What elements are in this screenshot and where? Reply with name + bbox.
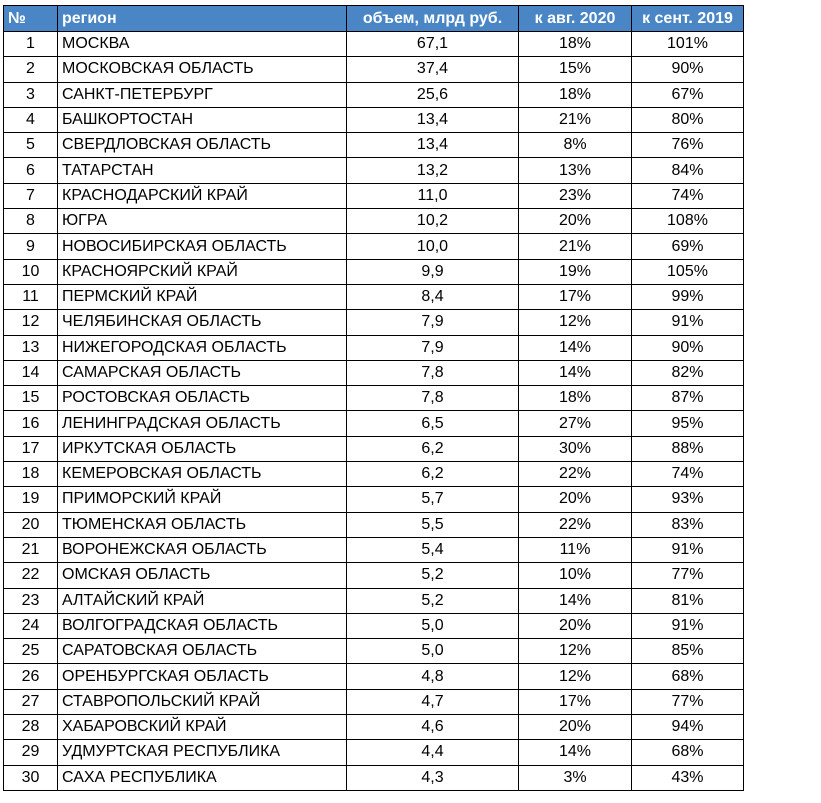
region-name-cell: САНКТ-ПЕТЕРБУРГ — [58, 82, 347, 107]
vs-aug-2020-cell: 8% — [519, 133, 632, 158]
region-name-cell: СТАВРОПОЛЬСКИЙ КРАЙ — [58, 689, 347, 714]
region-name-cell: ПЕРМСКИЙ КРАЙ — [58, 284, 347, 309]
table-row — [4, 639, 744, 664]
row-number-cell: 8 — [4, 209, 58, 234]
vs-sep-2019-cell: 67% — [632, 82, 744, 107]
region-name-cell: САХА РЕСПУБЛИКА — [58, 765, 347, 790]
row-number-cell: 6 — [4, 158, 58, 183]
vs-sep-2019-cell: 82% — [632, 360, 744, 385]
region-name-cell: ВОРОНЕЖСКАЯ ОБЛАСТЬ — [58, 537, 347, 562]
table-header — [4, 6, 744, 32]
vs-aug-2020-cell: 11% — [519, 537, 632, 562]
header-region: регион — [58, 6, 347, 32]
row-number-cell: 28 — [4, 715, 58, 740]
row-number-cell: 5 — [4, 133, 58, 158]
table-row — [4, 765, 744, 790]
vs-aug-2020-cell: 15% — [519, 57, 632, 82]
table-body — [4, 32, 744, 791]
region-name-cell: РОСТОВСКАЯ ОБЛАСТЬ — [58, 386, 347, 411]
volume-cell: 67,1 — [347, 32, 519, 57]
vs-aug-2020-cell: 18% — [519, 32, 632, 57]
table-row — [4, 183, 744, 208]
volume-cell: 9,9 — [347, 259, 519, 284]
table-row — [4, 411, 744, 436]
volume-cell: 5,0 — [347, 613, 519, 638]
vs-aug-2020-cell: 12% — [519, 310, 632, 335]
table-row — [4, 537, 744, 562]
table-row — [4, 259, 744, 284]
vs-aug-2020-cell: 27% — [519, 411, 632, 436]
vs-sep-2019-cell: 94% — [632, 715, 744, 740]
row-number-cell: 23 — [4, 588, 58, 613]
vs-aug-2020-cell: 3% — [519, 765, 632, 790]
vs-aug-2020-cell: 12% — [519, 664, 632, 689]
vs-sep-2019-cell: 90% — [632, 335, 744, 360]
volume-cell: 6,2 — [347, 436, 519, 461]
region-name-cell: КРАСНОЯРСКИЙ КРАЙ — [58, 259, 347, 284]
region-name-cell: СВЕРДЛОВСКАЯ ОБЛАСТЬ — [58, 133, 347, 158]
table-row — [4, 310, 744, 335]
region-name-cell: ОМСКАЯ ОБЛАСТЬ — [58, 563, 347, 588]
header-row — [4, 6, 744, 32]
vs-sep-2019-cell: 74% — [632, 183, 744, 208]
table-row — [4, 209, 744, 234]
header-vs-aug-2020: к авг. 2020 — [519, 6, 632, 32]
row-number-cell: 16 — [4, 411, 58, 436]
table-row — [4, 487, 744, 512]
region-name-cell: ПРИМОРСКИЙ КРАЙ — [58, 487, 347, 512]
vs-sep-2019-cell: 68% — [632, 740, 744, 765]
volume-cell: 4,7 — [347, 689, 519, 714]
volume-cell: 10,2 — [347, 209, 519, 234]
volume-cell: 10,0 — [347, 234, 519, 259]
vs-sep-2019-cell: 90% — [632, 57, 744, 82]
volume-cell: 6,2 — [347, 462, 519, 487]
region-name-cell: МОСКОВСКАЯ ОБЛАСТЬ — [58, 57, 347, 82]
volume-cell: 13,4 — [347, 133, 519, 158]
vs-sep-2019-cell: 77% — [632, 689, 744, 714]
table-row — [4, 335, 744, 360]
row-number-cell: 12 — [4, 310, 58, 335]
vs-aug-2020-cell: 14% — [519, 335, 632, 360]
vs-aug-2020-cell: 21% — [519, 234, 632, 259]
vs-aug-2020-cell: 18% — [519, 386, 632, 411]
vs-aug-2020-cell: 20% — [519, 209, 632, 234]
volume-cell: 5,4 — [347, 537, 519, 562]
region-name-cell: ОРЕНБУРГСКАЯ ОБЛАСТЬ — [58, 664, 347, 689]
region-table — [3, 5, 744, 791]
vs-sep-2019-cell: 68% — [632, 664, 744, 689]
volume-cell: 25,6 — [347, 82, 519, 107]
table-row — [4, 133, 744, 158]
volume-cell: 5,5 — [347, 512, 519, 537]
vs-aug-2020-cell: 22% — [519, 462, 632, 487]
row-number-cell: 20 — [4, 512, 58, 537]
volume-cell: 4,6 — [347, 715, 519, 740]
region-name-cell: САРАТОВСКАЯ ОБЛАСТЬ — [58, 639, 347, 664]
row-number-cell: 4 — [4, 107, 58, 132]
region-name-cell: ЮГРА — [58, 209, 347, 234]
volume-cell: 8,4 — [347, 284, 519, 309]
volume-cell: 5,0 — [347, 639, 519, 664]
volume-cell: 5,2 — [347, 588, 519, 613]
table-row — [4, 588, 744, 613]
table-row — [4, 284, 744, 309]
row-number-cell: 29 — [4, 740, 58, 765]
region-name-cell: КРАСНОДАРСКИЙ КРАЙ — [58, 183, 347, 208]
vs-sep-2019-cell: 99% — [632, 284, 744, 309]
region-name-cell: ЧЕЛЯБИНСКАЯ ОБЛАСТЬ — [58, 310, 347, 335]
vs-aug-2020-cell: 14% — [519, 740, 632, 765]
row-number-cell: 1 — [4, 32, 58, 57]
volume-cell: 11,0 — [347, 183, 519, 208]
table-row — [4, 57, 744, 82]
region-name-cell: ВОЛГОГРАДСКАЯ ОБЛАСТЬ — [58, 613, 347, 638]
row-number-cell: 25 — [4, 639, 58, 664]
vs-sep-2019-cell: 91% — [632, 537, 744, 562]
volume-cell: 7,9 — [347, 335, 519, 360]
vs-aug-2020-cell: 20% — [519, 715, 632, 740]
volume-cell: 4,4 — [347, 740, 519, 765]
vs-sep-2019-cell: 91% — [632, 613, 744, 638]
vs-aug-2020-cell: 17% — [519, 284, 632, 309]
row-number-cell: 14 — [4, 360, 58, 385]
row-number-cell: 30 — [4, 765, 58, 790]
vs-sep-2019-cell: 101% — [632, 32, 744, 57]
volume-cell: 5,7 — [347, 487, 519, 512]
vs-aug-2020-cell: 22% — [519, 512, 632, 537]
table-row — [4, 715, 744, 740]
row-number-cell: 24 — [4, 613, 58, 638]
table-row — [4, 360, 744, 385]
vs-sep-2019-cell: 108% — [632, 209, 744, 234]
row-number-cell: 10 — [4, 259, 58, 284]
region-name-cell: АЛТАЙСКИЙ КРАЙ — [58, 588, 347, 613]
vs-aug-2020-cell: 20% — [519, 613, 632, 638]
row-number-cell: 15 — [4, 386, 58, 411]
region-name-cell: БАШКОРТОСТАН — [58, 107, 347, 132]
table-row — [4, 32, 744, 57]
row-number-cell: 22 — [4, 563, 58, 588]
volume-cell: 13,4 — [347, 107, 519, 132]
vs-aug-2020-cell: 14% — [519, 588, 632, 613]
vs-aug-2020-cell: 17% — [519, 689, 632, 714]
row-number-cell: 9 — [4, 234, 58, 259]
row-number-cell: 17 — [4, 436, 58, 461]
vs-aug-2020-cell: 10% — [519, 563, 632, 588]
vs-sep-2019-cell: 74% — [632, 462, 744, 487]
table-row — [4, 234, 744, 259]
row-number-cell: 21 — [4, 537, 58, 562]
volume-cell: 37,4 — [347, 57, 519, 82]
row-number-cell: 26 — [4, 664, 58, 689]
volume-cell: 7,8 — [347, 360, 519, 385]
vs-sep-2019-cell: 87% — [632, 386, 744, 411]
vs-aug-2020-cell: 12% — [519, 639, 632, 664]
row-number-cell: 27 — [4, 689, 58, 714]
vs-aug-2020-cell: 13% — [519, 158, 632, 183]
vs-sep-2019-cell: 77% — [632, 563, 744, 588]
region-name-cell: УДМУРТСКАЯ РЕСПУБЛИКА — [58, 740, 347, 765]
region-name-cell: НИЖЕГОРОДСКАЯ ОБЛАСТЬ — [58, 335, 347, 360]
volume-cell: 6,5 — [347, 411, 519, 436]
header-volume: объем, млрд руб. — [347, 6, 519, 32]
vs-sep-2019-cell: 93% — [632, 487, 744, 512]
table-row — [4, 563, 744, 588]
vs-sep-2019-cell: 76% — [632, 133, 744, 158]
row-number-cell: 19 — [4, 487, 58, 512]
table-row — [4, 107, 744, 132]
table-row — [4, 436, 744, 461]
table-row — [4, 386, 744, 411]
volume-cell: 5,2 — [347, 563, 519, 588]
region-name-cell: ТЮМЕНСКАЯ ОБЛАСТЬ — [58, 512, 347, 537]
volume-cell: 7,9 — [347, 310, 519, 335]
table-row — [4, 512, 744, 537]
vs-aug-2020-cell: 30% — [519, 436, 632, 461]
table-row — [4, 82, 744, 107]
header-number: № — [4, 6, 58, 32]
vs-sep-2019-cell: 43% — [632, 765, 744, 790]
vs-sep-2019-cell: 81% — [632, 588, 744, 613]
vs-sep-2019-cell: 83% — [632, 512, 744, 537]
row-number-cell: 3 — [4, 82, 58, 107]
row-number-cell: 7 — [4, 183, 58, 208]
vs-sep-2019-cell: 84% — [632, 158, 744, 183]
vs-aug-2020-cell: 14% — [519, 360, 632, 385]
row-number-cell: 18 — [4, 462, 58, 487]
row-number-cell: 11 — [4, 284, 58, 309]
vs-aug-2020-cell: 20% — [519, 487, 632, 512]
region-name-cell: МОСКВА — [58, 32, 347, 57]
table-row — [4, 664, 744, 689]
vs-sep-2019-cell: 95% — [632, 411, 744, 436]
region-name-cell: ТАТАРСТАН — [58, 158, 347, 183]
vs-sep-2019-cell: 85% — [632, 639, 744, 664]
vs-aug-2020-cell: 18% — [519, 82, 632, 107]
row-number-cell: 13 — [4, 335, 58, 360]
vs-sep-2019-cell: 80% — [632, 107, 744, 132]
vs-sep-2019-cell: 105% — [632, 259, 744, 284]
region-name-cell: ЛЕНИНГРАДСКАЯ ОБЛАСТЬ — [58, 411, 347, 436]
volume-cell: 4,8 — [347, 664, 519, 689]
region-name-cell: ХАБАРОВСКИЙ КРАЙ — [58, 715, 347, 740]
table-row — [4, 613, 744, 638]
volume-cell: 13,2 — [347, 158, 519, 183]
table-row — [4, 689, 744, 714]
header-vs-sep-2019: к сент. 2019 — [632, 6, 744, 32]
vs-aug-2020-cell: 19% — [519, 259, 632, 284]
vs-aug-2020-cell: 21% — [519, 107, 632, 132]
volume-cell: 4,3 — [347, 765, 519, 790]
vs-sep-2019-cell: 91% — [632, 310, 744, 335]
table-row — [4, 740, 744, 765]
vs-sep-2019-cell: 69% — [632, 234, 744, 259]
volume-cell: 7,8 — [347, 386, 519, 411]
table-row — [4, 158, 744, 183]
region-name-cell: КЕМЕРОВСКАЯ ОБЛАСТЬ — [58, 462, 347, 487]
region-name-cell: НОВОСИБИРСКАЯ ОБЛАСТЬ — [58, 234, 347, 259]
region-name-cell: ИРКУТСКАЯ ОБЛАСТЬ — [58, 436, 347, 461]
region-name-cell: САМАРСКАЯ ОБЛАСТЬ — [58, 360, 347, 385]
vs-sep-2019-cell: 88% — [632, 436, 744, 461]
row-number-cell: 2 — [4, 57, 58, 82]
vs-aug-2020-cell: 23% — [519, 183, 632, 208]
table-row — [4, 462, 744, 487]
